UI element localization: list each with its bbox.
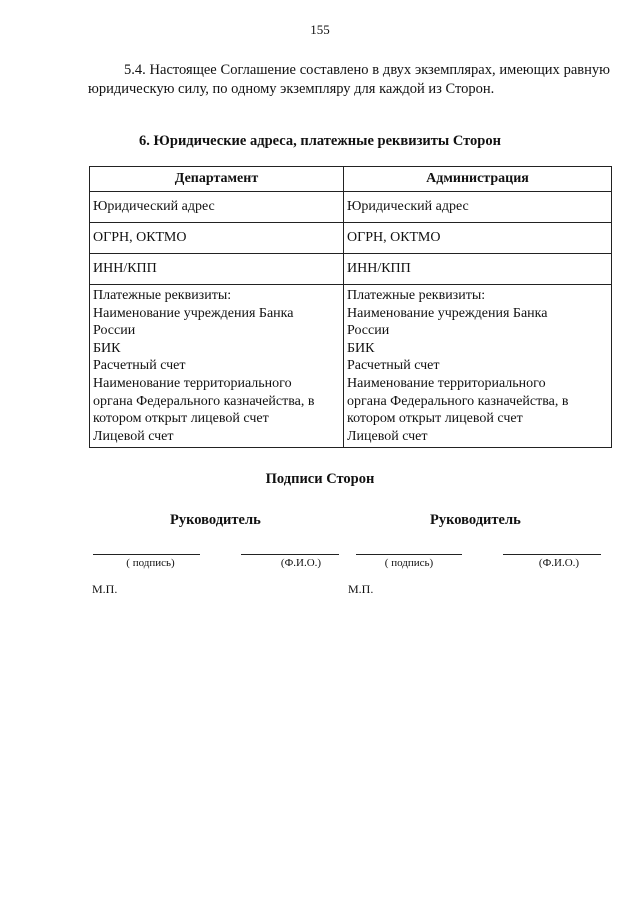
list-item: Наименование учреждения Банка xyxy=(93,305,294,321)
list-item: органа Федерального казначейства, в xyxy=(347,393,569,409)
stamp-placeholder-left: М.П. xyxy=(92,582,118,596)
page-number: 155 xyxy=(310,22,330,37)
table-cell: Юридический адрес xyxy=(344,192,612,223)
list-item: Наименование территориального xyxy=(347,375,546,391)
payment-details-department xyxy=(90,285,344,448)
signature-line-left xyxy=(93,554,200,555)
list-item: БИК xyxy=(93,340,121,356)
table-cell: ОГРН, ОКТМО xyxy=(90,223,344,254)
signatures-heading: Подписи Сторон xyxy=(265,471,375,487)
list-item: Наименование учреждения Банка xyxy=(347,305,548,321)
list-item: Наименование территориального xyxy=(93,375,292,391)
payment-details-administration xyxy=(344,285,612,448)
list-item: котором открыт лицевой счет xyxy=(93,411,269,427)
clause-paragraph: 5.4. Настоящее Соглашение составлено в двух экземплярах, имеющих равную юридическую силу, по одному экземпляру для каждой из Сторон. xyxy=(88,62,610,97)
list-item: Лицевой счет xyxy=(347,428,428,444)
list-item: котором открыт лицевой счет xyxy=(347,411,523,427)
table-header-row xyxy=(90,167,612,192)
list-item: БИК xyxy=(347,340,375,356)
table-cell: Юридический адрес xyxy=(90,192,344,223)
table-row xyxy=(90,254,612,285)
table-row xyxy=(90,192,612,223)
name-caption-left: (Ф.И.О.) xyxy=(280,557,322,569)
signature-caption-right: ( подпись) xyxy=(384,557,434,569)
role-label-left: Руководитель xyxy=(170,512,261,528)
stamp-placeholder-right: М.П. xyxy=(348,582,374,596)
list-item: России xyxy=(347,323,390,339)
list-item: Лицевой счет xyxy=(93,428,174,444)
list-item: Платежные реквизиты: xyxy=(93,288,232,303)
requisites-table xyxy=(89,166,612,448)
column-header-department: Департамент xyxy=(90,167,344,192)
section-heading: 6. Юридические адреса, платежные реквизиты Сторон xyxy=(139,133,501,149)
list-item: России xyxy=(93,323,136,339)
signature-caption-left: ( подпись) xyxy=(126,557,175,569)
list-item: Расчетный счет xyxy=(93,358,186,374)
name-caption-right: (Ф.И.О.) xyxy=(538,557,580,569)
column-header-administration: Администрация xyxy=(344,167,612,192)
table-cell: ИНН/КПП xyxy=(90,254,344,285)
table-cell: ИНН/КПП xyxy=(344,254,612,285)
role-label-right: Руководитель xyxy=(430,512,521,528)
table-cell: ОГРН, ОКТМО xyxy=(344,223,612,254)
signature-line-right xyxy=(356,554,462,555)
table-row-payment xyxy=(90,285,612,448)
table-row xyxy=(90,223,612,254)
list-item: органа Федерального казначейства, в xyxy=(93,393,315,409)
name-line-left xyxy=(241,554,339,555)
name-line-right xyxy=(503,554,601,555)
list-item: Платежные реквизиты: xyxy=(347,288,486,303)
list-item: Расчетный счет xyxy=(347,358,440,374)
